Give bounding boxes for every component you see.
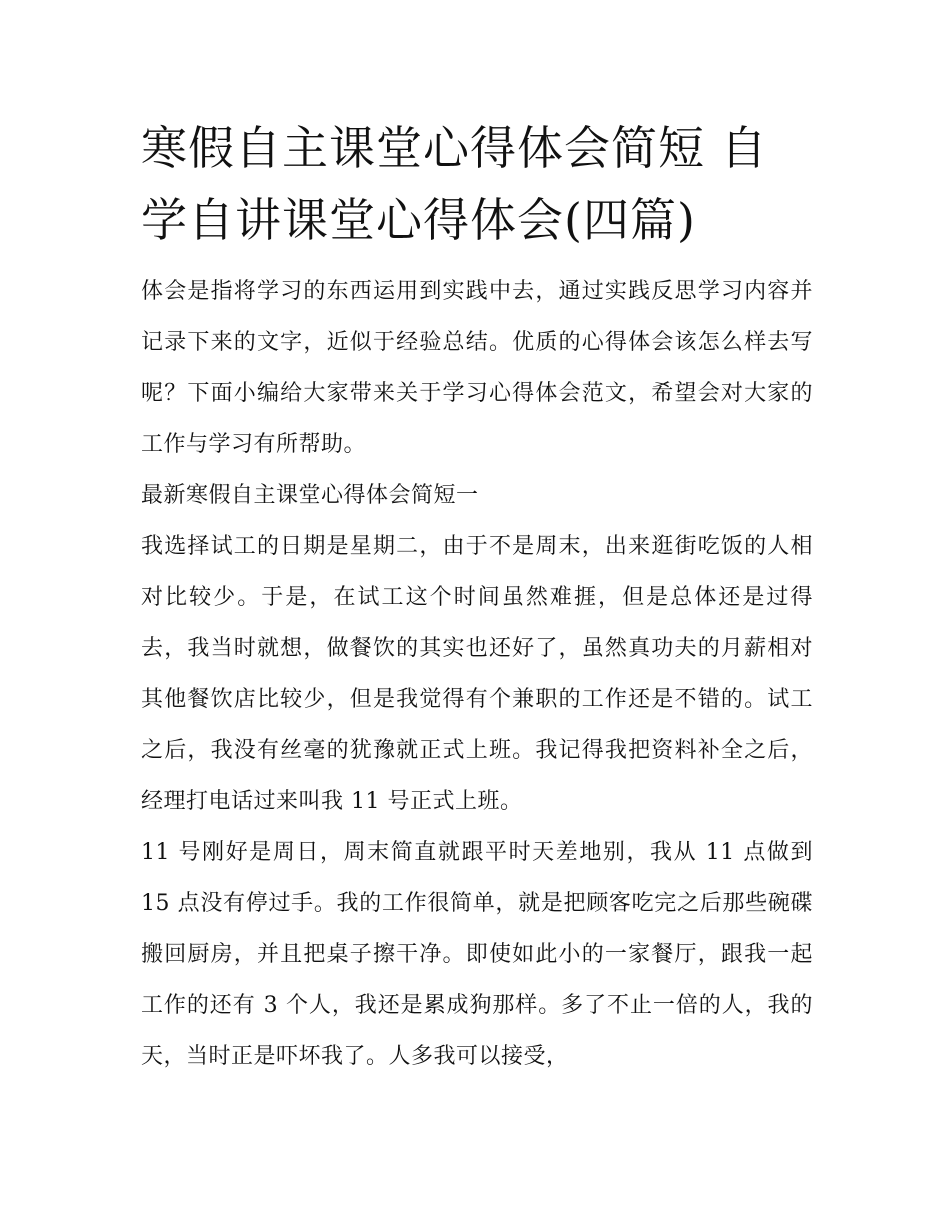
section-heading: 最新寒假自主课堂心得体会简短一 — [141, 483, 479, 508]
document-body — [141, 112, 813, 1082]
body-paragraph-1: 我选择试工的日期是星期二，由于不是周末，出来逛街吃饭的人相对比较少。于是，在试工这个时间虽然难捱，但是总体还是过得去，我当时就想，做餐饮的其实也还好了，虽然真功夫的月薪相对其他餐饮店比较少，但是我觉得有个兼职的工作还是不错的。试工之后，我没有丝毫的犹豫就正式上班。我记得我把资料补全之后，经理打电话过来叫我 11 号正式上班。 — [141, 534, 813, 814]
intro-paragraph: 体会是指将学习的东西运用到实践中去，通过实践反思学习内容并记录下来的文字，近似于经验总结。优质的心得体会该怎么样去写呢？下面小编给大家带来关于学习心得体会范文，希望会对大家的工作与学习有所帮助。 — [141, 279, 813, 457]
document-title: 寒假自主课堂心得体会简短 自学自讲课堂心得体会(四篇) — [141, 121, 768, 247]
body-paragraph-2: 11 号刚好是周日，周末简直就跟平时天差地别，我从 11 点做到 15 点没有停过手。我的工作很简单，就是把顾客吃完之后那些碗碟搬回厨房，并且把桌子擦干净。即使如此小的一家餐厅，跟我一起工作的还有 3 个人，我还是累成狗那样。多了不止一倍的人，我的天，当时正是吓坏我了。人多我可以接受， — [141, 840, 813, 1069]
